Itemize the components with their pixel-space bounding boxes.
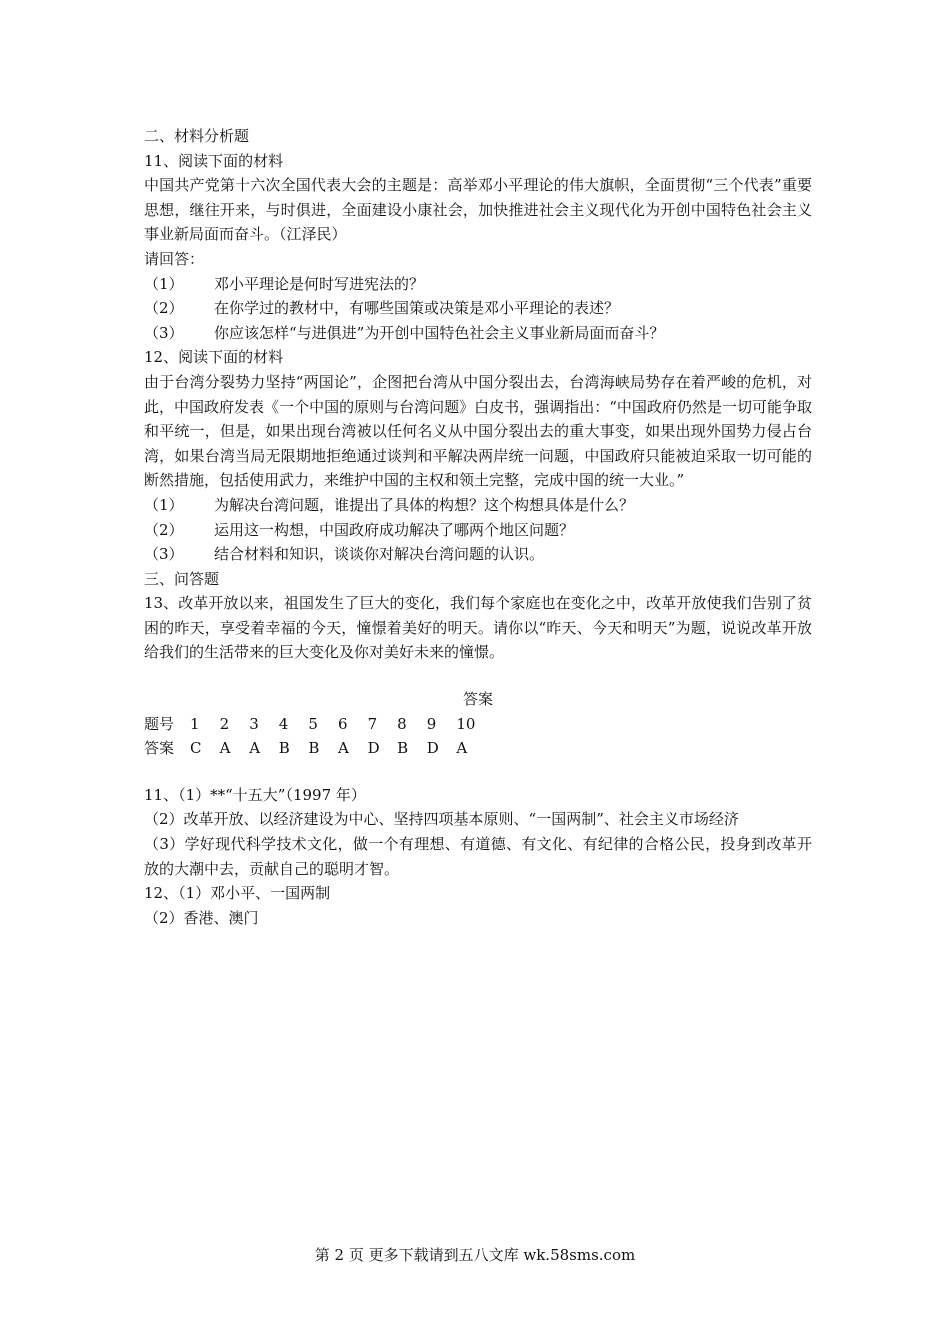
answer-choice: D [426,739,439,758]
answer-choice: B [397,739,409,758]
spacer [144,665,812,687]
answer-number: 6 [337,714,348,733]
question-11-prompt: 请回答： [144,249,205,268]
question-12-title: 12、阅读下面的材料 [144,348,284,367]
section-heading-material-analysis: 二、材料分析题 [144,127,250,145]
answer-number: 9 [426,714,437,733]
sub-text: 邓小平理论是何时写进宪法的？ [214,274,425,293]
question-11-sub-3 [144,321,812,346]
answer-number: 7 [367,714,378,733]
answer-choice: A [456,739,468,758]
sub-number: （1） [144,274,184,293]
document-body [144,124,812,930]
answer-11-part-3: （3）学好现代科学技术文化，做一个有理想、有道德、有文化、有纪律的合格公民，投身到改革开放的大潮中去，贡献自己的聪明才智。 [144,835,812,878]
answer-number: 4 [278,714,289,733]
answer-choice: A [219,739,231,758]
sub-text: 结合材料和知识，谈谈你对解决台湾问题的认识。 [214,545,545,564]
sub-number: （1） [144,495,184,514]
question-12-sub-2 [144,518,812,543]
answer-choice: A [249,739,261,758]
sub-text: 你应该怎样“与进俱进”为开创中国特色社会主义事业新局面而奋斗？ [214,323,665,342]
answer-number: 3 [249,714,259,733]
sub-text: 运用这一构想，中国政府成功解决了哪两个地区问题？ [214,520,575,539]
sub-number: （3） [144,545,184,564]
row-label: 答案 [144,739,175,758]
answer-11-part-2: （2）改革开放、以经济建设为中心、坚持四项基本原则、“一国两制”、社会主义市场经济 [144,810,739,829]
row-label: 题号 [144,714,175,733]
question-11-sub-1 [144,272,812,297]
sub-number: （2） [144,520,184,539]
sub-text: 为解决台湾问题，谁提出了具体的构想？这个构想具体是什么？ [214,495,635,514]
sub-text: 在你学过的教材中，有哪些国策或决策是邓小平理论的表述？ [214,299,620,318]
question-12-sub-3 [144,542,812,567]
question-12-material: 由于台湾分裂势力坚持“两国论”，企图把台湾从中国分裂出去，台湾海峡局势存在着严峻的危机，对此，中国政府发表《一个中国的原则与台湾问题》白皮书，强调指出：“中国政府仍然是一切可能争取和平统一，但是，如果出现台湾被以任何名义从中国分裂出去的重大事变，如果出现外国势力侵占台湾，如果台湾当局无限期地拒绝通过谈判和平解决两岸统一问题，中国政府只能被迫采取一切可能的断然措施，包括使用武力，来维护中国的主权和领土完整，完成中国的统一大业。” [144,372,812,490]
answer-choice: C [190,739,202,758]
question-13: 13、改革开放以来，祖国发生了巨大的变化，我们每个家庭也在变化之中，改革开放使我们告别了贫困的昨天，享受着幸福的今天，憧憬着美好的明天。请你以“昨天、今天和明天”为题，说说改革开放给我们的生活带来的巨大变化及你对美好未来的憧憬。 [144,594,812,662]
sub-number: （3） [144,323,184,342]
section-heading-qa: 三、问答题 [144,569,220,588]
answer-choice: A [337,739,349,758]
answer-12-part-1: 12、（1）邓小平、一国两制 [144,884,331,903]
answer-12-part-2: （2）香港、澳门 [144,908,259,927]
answer-choice-row [144,736,812,761]
answer-number: 10 [456,714,476,733]
answers-heading: 答案 [462,690,493,709]
spacer [144,761,812,783]
answer-number: 8 [397,714,407,733]
question-11-material: 中国共产党第十六次全国代表大会的主题是：高举邓小平理论的伟大旗帜，全面贯彻“三个代表”重要思想，继往开来，与时俱进，全面建设小康社会，加快推进社会主义现代化为开创中国特色社会主义事业新局面而奋斗。（江泽民） [144,176,812,244]
answer-choice: B [278,739,290,758]
answer-choice: B [308,739,320,758]
answer-number: 5 [308,714,318,733]
sub-number: （2） [144,299,184,318]
answer-number-row [144,712,812,737]
question-11-title: 11、阅读下面的材料 [144,151,284,170]
answer-number: 2 [219,714,230,733]
answer-choice: D [367,739,380,758]
answer-number: 1 [190,714,200,733]
question-11-sub-2 [144,296,812,321]
question-12-sub-1 [144,493,812,518]
page-footer: 第 2 页 更多下载请到五八文库 wk.58sms.com [314,1246,636,1264]
answer-11-part-1: 11、（1）**“十五大”（1997 年） [144,785,366,804]
